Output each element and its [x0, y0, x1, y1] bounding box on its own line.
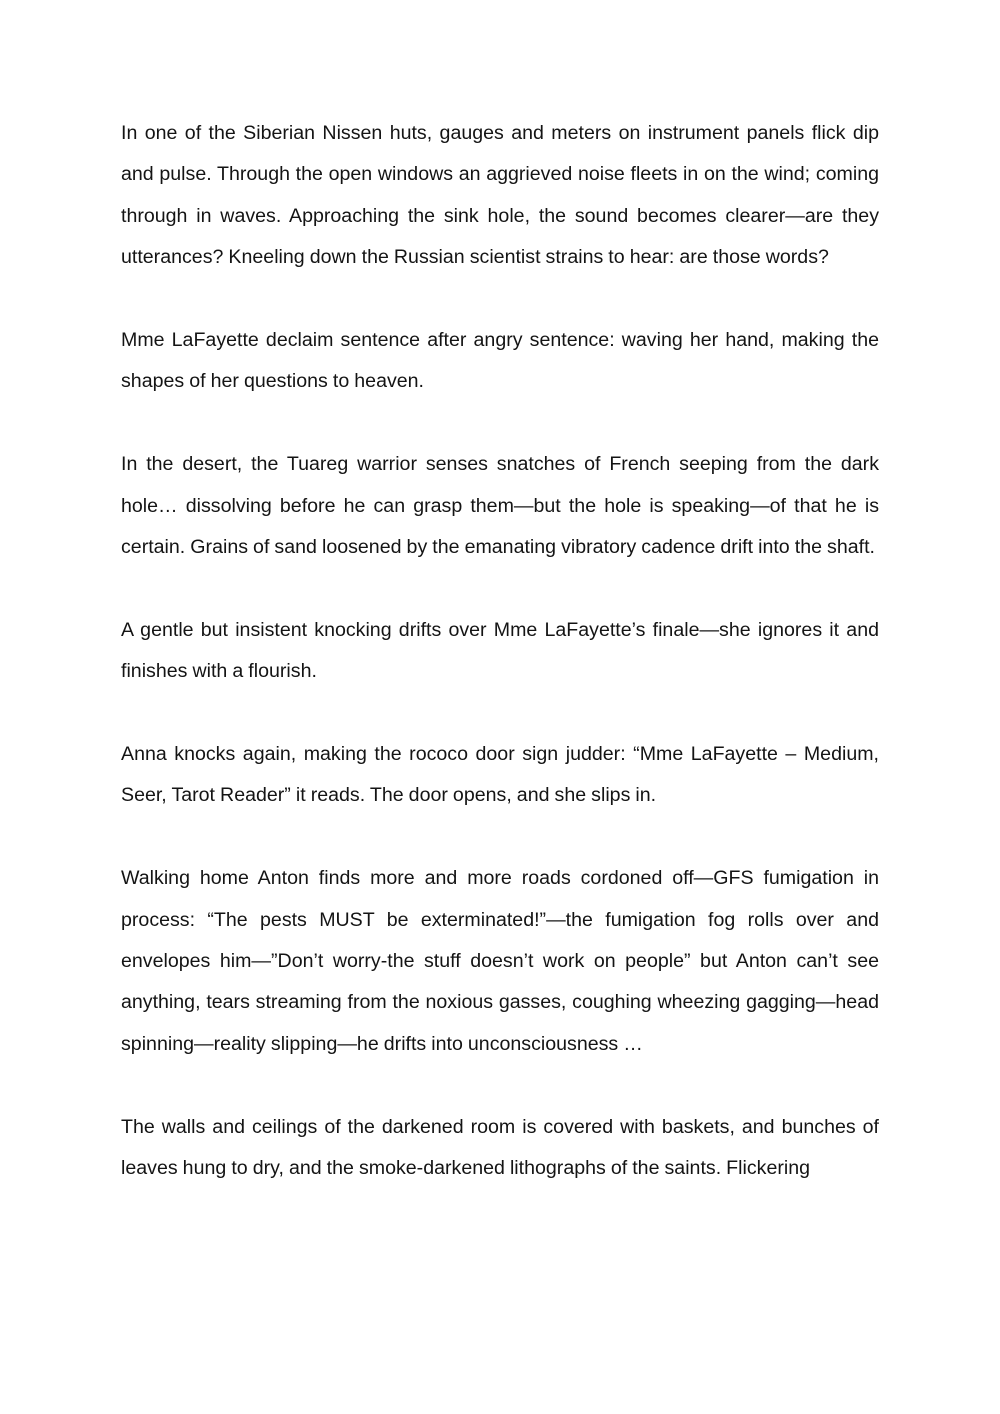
paragraph-mme-lafayette-declaims: Mme LaFayette declaim sentence after angry sentence: waving her hand, making the shapes of her questions to heaven.	[121, 329, 879, 393]
paragraph-tuareg-desert: In the desert, the Tuareg warrior senses snatches of French seeping from the dark hole… dissolving before he can grasp them—but the hole is speaking—of that he is certain. Grains of sand loosened by the emanating vibratory cadence drift into the shaft.	[121, 453, 879, 559]
paragraph-siberian-huts: In one of the Siberian Nissen huts, gauges and meters on instrument panels flick dip and pulse. Through the open windows an aggrieved noise fleets in on the wind; coming through in waves. Approaching the sink hole, the sound becomes clearer—are they utterances? Kneeling down the Russian scientist strains to hear: are those words?	[121, 122, 879, 269]
paragraph-knocking: A gentle but insistent knocking drifts over Mme LaFayette’s finale—she ignores it and finishes with a flourish.	[121, 618, 879, 683]
paragraph-darkened-room: The walls and ceilings of the darkened room is covered with baskets, and bunches of leaves hung to dry, and the smoke-darkened lithographs of the saints. Flickering	[121, 1115, 879, 1180]
paragraph-anton-fumigation: Walking home Anton finds more and more roads cordoned off—GFS fumigation in process: “The pests MUST be exterminated!”—the fumigation fog rolls over and envelopes him—”Don’t worry-the stuff doesn’t work on people” but Anton can’t see anything, tears streaming from the noxious gasses, coughing wheezing gagging—head spinning—reality slipping—he drifts into unconsciousness …	[121, 867, 879, 1055]
document-page	[121, 113, 879, 1189]
paragraph-anna-door-sign: Anna knocks again, making the rococo door sign judder: “Mme LaFayette – Medium, Seer, Tarot Reader” it reads. The door opens, and she slips in.	[121, 743, 879, 807]
